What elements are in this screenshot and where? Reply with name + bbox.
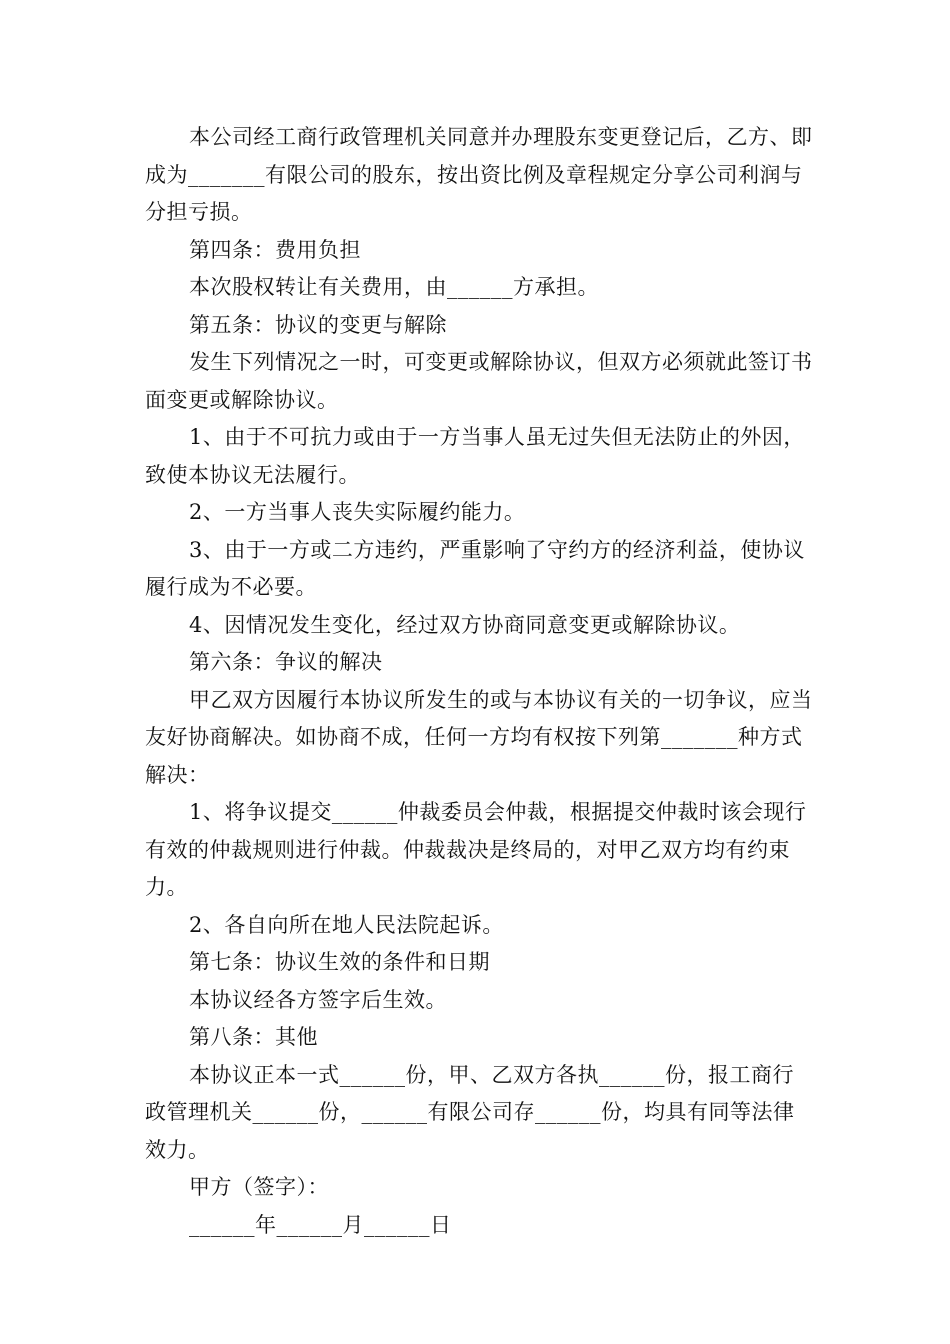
heading-article-4: 第四条：费用负担 xyxy=(189,237,361,262)
list-item-litigation: 2、各自向所在地人民法院起诉。 xyxy=(189,912,504,937)
paragraph-shareholder-change: 本公司经工商行政管理机关同意并办理股东变更登记后，乙方、即成为_______有限公司的股东，按出资比例及章程规定分享公司利润与分担亏损。 xyxy=(145,125,813,224)
list-item-breach: 3、由于一方或二方违约，严重影响了守约方的经济利益，使协议履行成为不必要。 xyxy=(145,537,805,599)
paragraph-effective: 本协议经各方签字后生效。 xyxy=(189,987,447,1012)
signature-date: ______年______月______日 xyxy=(189,1212,452,1237)
list-item-arbitration: 1、将争议提交______仲裁委员会仲裁，根据提交仲裁时该会现行有效的仲裁规则进行仲裁。仲裁裁决是终局的，对甲乙双方均有约束力。 xyxy=(145,800,807,899)
signature-party-a: 甲方（签字）： xyxy=(189,1175,329,1199)
paragraph-dispute-resolution: 甲乙双方因履行本协议所发生的或与本协议有关的一切争议，应当友好协商解决。如协商不成，任何一方均有权按下列第_______种方式解决： xyxy=(145,687,813,787)
paragraph-copies: 本协议正本一式______份，甲、乙双方各执______份，报工商行政管理机关______份，______有限公司存______份，均具有同等法律效力。 xyxy=(145,1062,795,1162)
heading-article-7: 第七条：协议生效的条件和日期 xyxy=(189,950,490,974)
list-item-incapacity: 2、一方当事人丧失实际履约能力。 xyxy=(189,500,526,524)
list-item-force-majeure: 1、由于不可抗力或由于一方当事人虽无过失但无法防止的外因，致使本协议无法履行。 xyxy=(145,425,805,487)
heading-article-5: 第五条：协议的变更与解除 xyxy=(189,312,447,337)
list-item-mutual-agreement: 4、因情况发生变化，经过双方协商同意变更或解除协议。 xyxy=(189,612,741,637)
paragraph-fees: 本次股权转让有关费用，由______方承担。 xyxy=(189,275,599,299)
document-body xyxy=(145,119,815,1244)
paragraph-change-conditions: 发生下列情况之一时，可变更或解除协议，但双方必须就此签订书面变更或解除协议。 xyxy=(145,350,813,412)
heading-article-6: 第六条：争议的解决 xyxy=(189,650,383,674)
heading-article-8: 第八条：其他 xyxy=(189,1025,318,1049)
